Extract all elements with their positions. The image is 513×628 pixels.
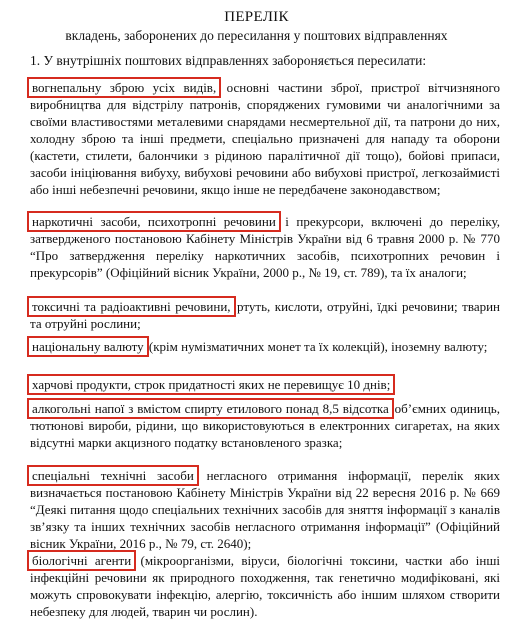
highlighted-phrase: національну валюту xyxy=(32,339,144,354)
item-narcotics xyxy=(30,213,500,281)
highlighted-phrase: харчові продукти, строк придатності яких не перевищує 10 днів; xyxy=(32,377,391,392)
item-food xyxy=(30,376,500,393)
item-technical-means xyxy=(30,467,500,552)
item-weapons xyxy=(30,79,500,198)
highlighted-phrase: наркотичні засоби, психотропні речовини xyxy=(32,214,276,229)
highlighted-phrase: токсичні та радіоактивні речовини, xyxy=(32,299,231,314)
highlighted-phrase: алкогольні напої з вмістом спирту етилового понад 8,5 відсотка xyxy=(32,401,389,416)
highlighted-phrase: біологічні агенти xyxy=(32,553,132,568)
document-subtitle: вкладень, заборонених до пересилання у поштових відправленнях xyxy=(65,28,448,43)
item-text: (крім нумізматичних монет та їх колекцій), іноземну валюту; xyxy=(145,339,488,354)
intro-paragraph: 1. У внутрішніх поштових відправленнях забороняється пересилати: xyxy=(30,53,427,68)
highlighted-phrase: спеціальні технічні засоби xyxy=(32,468,194,483)
item-biological xyxy=(30,552,500,620)
item-text: об’ємних одиниць, тютюнові вироби, рідини, що використовуються в електронних сигаретах, на яких відсутні марки акцизного податку встановленого зразка; xyxy=(30,401,500,450)
item-text: і прекурсори, включені до переліку, затвердженого постановою Кабінету Міністрів України від 6 травня 2000 р. № 770 “Про затвердження переліку наркотичних засобів, психотропних речовин і прекурсорів” (Офіційний вісник України, 2000 р., № 19, ст. 789), та їх аналоги; xyxy=(30,214,500,280)
item-toxic xyxy=(30,298,500,332)
document-title: ПЕРЕЛІК xyxy=(224,9,289,25)
item-text: ртуть, кислоти, отруйні, їдкі речовини; тварин та отруйні рослини; xyxy=(30,299,500,331)
item-text: негласного отримання інформації, перелік яких визначається постановою Кабінету Міністрів України від 22 вересня 2016 р. № 669 “Деякі питання щодо спеціальних технічних засобів для зняття інформації з каналів зв’язку та інших технічних засобів негласного отримання інформації” (Офіційний вісник України, 2016 р., № 79, ст. 2640); xyxy=(30,468,500,551)
item-alcohol xyxy=(30,400,500,451)
highlighted-phrase: вогнепальну зброю усіх видів, xyxy=(32,80,217,95)
item-currency xyxy=(30,338,500,355)
item-text: основні частини зброї, пристрої вітчизняного виробництва для відстрілу патронів, споряджених гумовими чи аналогічними за своїми властивостями металевими снарядами несмертельної дії, та патрони до них, холодну зброю та інші предмети, спеціально призначені для нападу та оборони (кастети, стилети, балончики з рідиною паралітичної дії тощо), бойові припаси, засоби ініціювання вибуху, вибухові речовини або вибухові пристрої, легкозаймисті або інші небезпечні речовини, якщо інше не передбачене законодавством; xyxy=(30,80,500,197)
item-text: (мікроорганізми, віруси, біологічні токсини, частки або інші інфекційні речовини як природного походження, так генетично модифіковані, які можуть спровокувати інфекцію, алергію, токсичність або іншим шляхом створити небезпеку для людей, тварин чи рослин). xyxy=(30,553,500,619)
